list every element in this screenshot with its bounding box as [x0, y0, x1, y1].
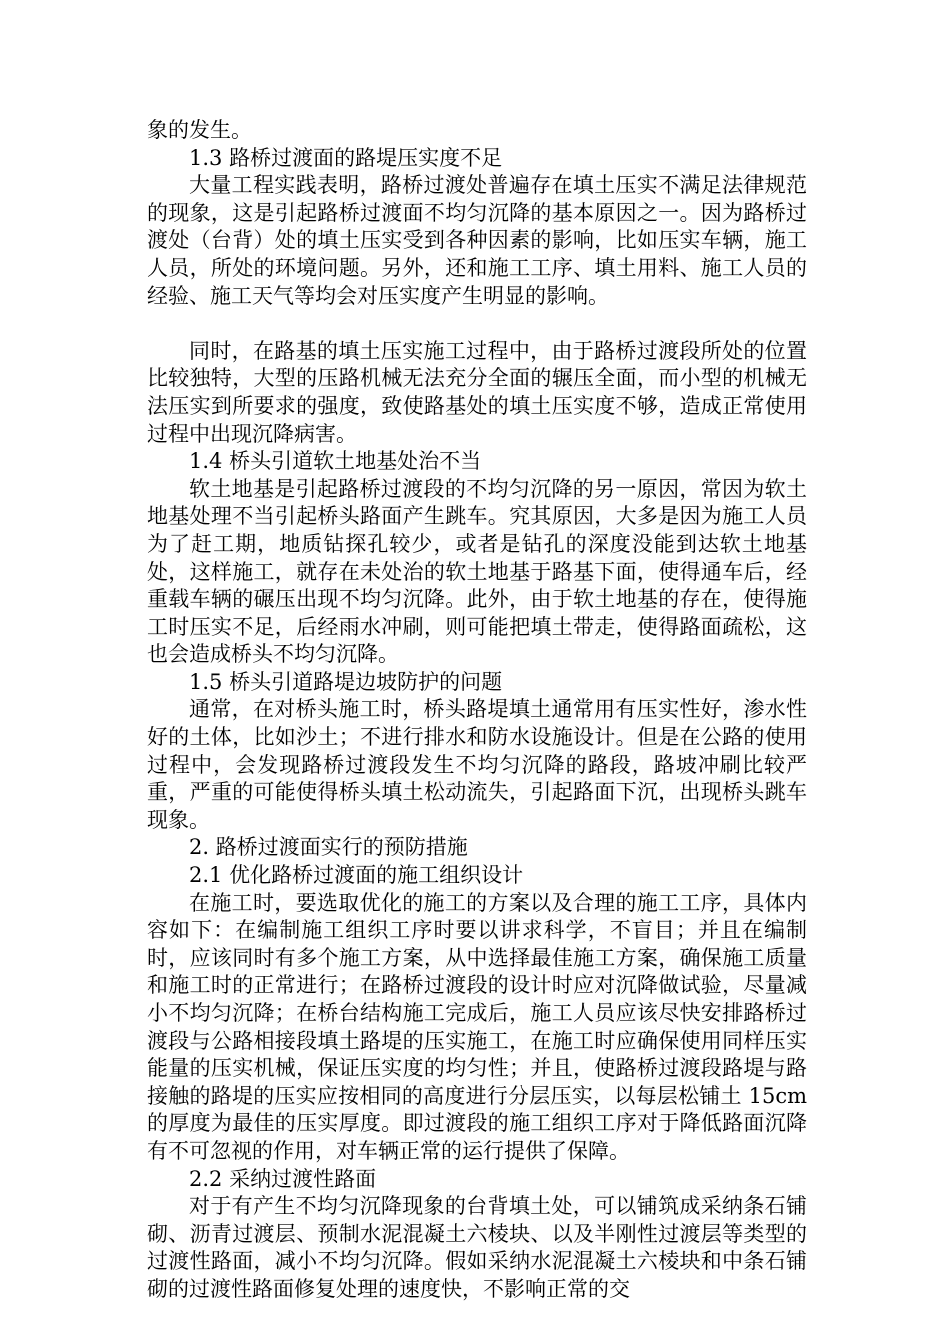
paragraph-soft-soil: 软土地基是引起路桥过渡段的不均匀沉降的另一原因，常因为软土地基处理不当引起桥头路面产生跳车。究其原因，大多是因为施工人员为了赶工期，地质钻探孔较少，或者是钻孔的深度没能到达软土地基处，这样施工，就存在未处治的软土地基于路基下面，使得通车后，经重载车辆的碾压出现不均匀沉降。此外，由于软土地基的存在，使得施工时压实不足，后经雨水冲刷，则可能把填土带走，使得路面疏松，这也会造成桥头不均匀沉降。	[147, 476, 807, 667]
section-heading-2: 2. 路桥过渡面实行的预防措施	[189, 835, 468, 860]
paragraph-compaction-machinery: 同时，在路基的填土压实施工过程中，由于路桥过渡段所处的位置比较独特，大型的压路机械无法充分全面的辗压全面，而小型的机械无法压实到所要求的强度，致使路基处的填土压实度不够，造成正常使用过程中出现沉降病害。	[147, 338, 807, 446]
section-heading-1-4: 1.4 桥头引道软土地基处治不当	[189, 449, 482, 474]
section-heading-2-1: 2.1 优化路桥过渡面的施工组织设计	[189, 863, 524, 888]
section-heading-2-2: 2.2 采纳过渡性路面	[189, 1166, 377, 1191]
section-heading-1-3: 1.3 路桥过渡面的路堤压实度不足	[189, 145, 503, 170]
paragraph-compaction-issues: 大量工程实践表明，路桥过渡处普遍存在填土压实不满足法律规范的现象，这是引起路桥过渡面不均匀沉降的基本原因之一。因为路桥过渡处（台背）处的填土压实受到各种因素的影响，比如压实车辆，施工人员，所处的环境问题。另外，还和施工工序、填土用料、施工人员的经验、施工天气等均会对压实度产生明显的影响。	[147, 173, 807, 308]
paragraph-continuation: 象的发生。	[147, 118, 252, 142]
paragraph-transition-pavement: 对于有产生不均匀沉降现象的台背填土处，可以铺筑成采纳条石铺砌、沥青过渡层、预制水泥混凝土六棱块、以及半刚性过渡层等类型的过渡性路面，减小不均匀沉降。假如采纳水泥混凝土六棱块和中条石铺砌的过渡性路面修复处理的速度快，不影响正常的交	[147, 1194, 807, 1301]
paragraph-construction-design: 在施工时，要选取优化的施工的方案以及合理的施工工序，具体内容如下：在编制施工组织工序时要以讲求科学，不盲目；并且在编制时，应该同时有多个施工方案，从中选择最佳施工方案，确保施工质量和施工时的正常进行；在路桥过渡段的设计时应对沉降做试验，尽量减小不均匀沉降；在桥台结构施工完成后，施工人员应该尽快安排路桥过渡段与公路相接段填土路堤的压实施工，在施工时应确保使用同样压实能量的压实机械，保证压实度的均匀性；并且，使路桥过渡段路堤与路接触的路堤的压实应按相同的高度进行分层压实，以每层松铺土 15cm 的厚度为最佳的压实厚度。即过渡段的施工组织工序对于降低路面沉降有不可忽视的作用，对车辆正常的运行提供了保障。	[147, 890, 807, 1163]
document-page	[147, 117, 807, 1304]
section-heading-1-5: 1.5 桥头引道路堤边坡防护的问题	[189, 669, 503, 694]
paragraph-slope-protection: 通常，在对桥头施工时，桥头路堤填土通常用有压实性好，渗水性好的土体，比如沙土；不进行排水和防水设施设计。但是在公路的使用过程中，会发现路桥过渡段发生不均匀沉降的路段，路坡冲刷比较严重，严重的可能使得桥头填土松动流失，引起路面下沉，出现桥头跳车现象。	[147, 697, 807, 832]
